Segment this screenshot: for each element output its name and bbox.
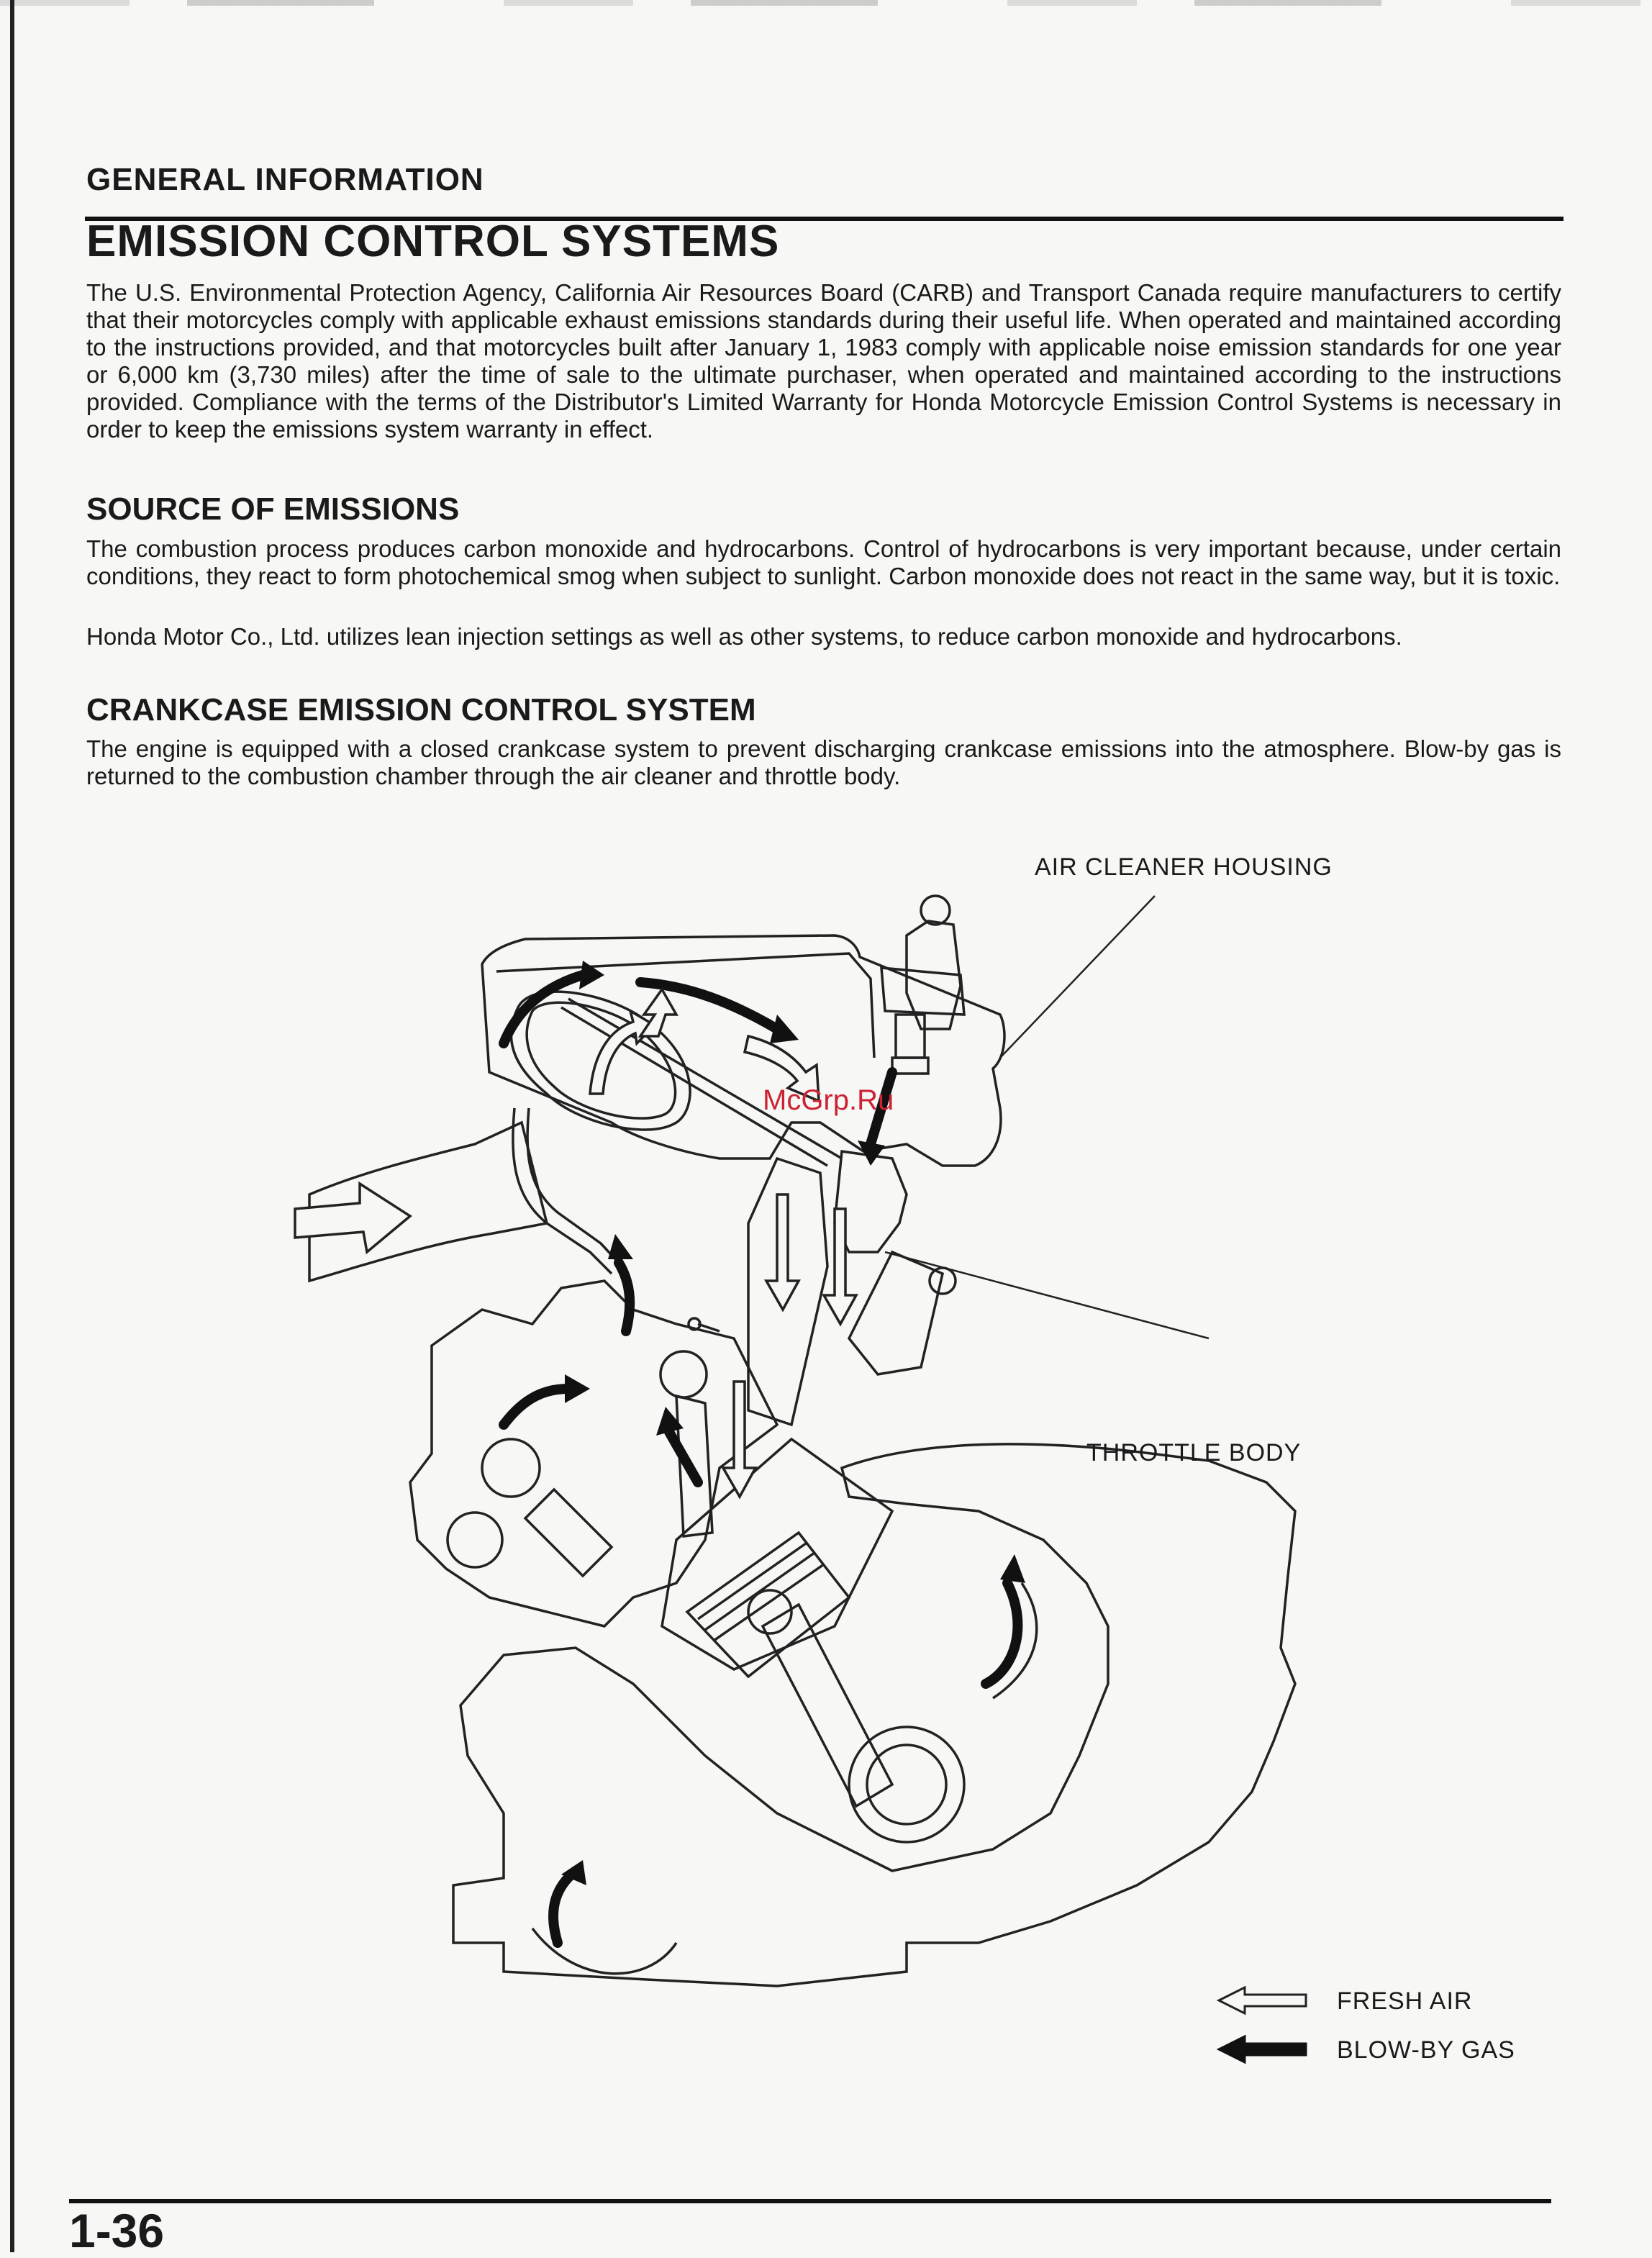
fresh-air-arrow [766,1194,799,1310]
engine-diagram [273,820,1583,2159]
scan-edge [0,0,1652,6]
label-throttle-body: THROTTLE BODY [1086,1439,1302,1466]
fresh-air-arrow [590,1011,655,1094]
fresh-air-arrow [640,989,676,1036]
source-paragraph: The combustion process produces carbon monoxide and hydrocarbons. Control of hydrocarbons is very important because, under certain conditions, they react to form photochemical smog when subject to sunlight. Carbon monoxide does not react in the same way, but it is toxic. [86,535,1561,589]
section-heading: GENERAL INFORMATION [86,162,484,197]
binding-rule [10,0,14,2252]
blowby-arrow [504,1389,568,1425]
blowby-arrow [553,1871,576,1943]
legend-fresh-air: FRESH AIR [1337,1987,1473,2015]
crankcase [453,1444,1295,1986]
cylinder-head [410,1281,777,1626]
leader-air-cleaner [1000,896,1155,1058]
fresh-air-arrow [723,1382,755,1497]
blowby-arrow [504,975,583,1043]
crankcase-paragraph: The engine is equipped with a closed crankcase system to prevent discharging crankcase emissions into the atmosphere. Blow-by gas is returned to the combustion chamber through the air cleaner and throttle body. [86,735,1561,789]
source-heading: SOURCE OF EMISSIONS [86,491,460,527]
crankcase-heading: CRANKCASE EMISSION CONTROL SYSTEM [86,692,756,727]
blowby-arrow [669,1432,698,1482]
fresh-air-legend-icon [1216,1986,1310,2015]
source-paragraph-2: Honda Motor Co., Ltd. utilizes lean injection settings as well as other systems, to reduce carbon monoxide and hydrocarbons. [86,623,1402,650]
leader-throttle-body [885,1252,1209,1338]
intake-snorkel [309,1123,547,1281]
connecting-rod [763,1605,892,1806]
footer-rule [69,2199,1551,2203]
air-cleaner-housing [482,935,1004,1166]
page-title: EMISSION CONTROL SYSTEMS [86,217,780,266]
watermark: McGrp.Ru [763,1084,894,1116]
page-number: 1-36 [69,2204,165,2257]
legend-blow-by-gas: BLOW-BY GAS [1337,2036,1515,2064]
blow-by-legend-icon [1216,2035,1310,2064]
intro-paragraph: The U.S. Environmental Protection Agency, California Air Resources Board (CARB) and Transport Canada require manufacturers to certify that their motorcycles comply with applicable exhaust emissions standards during their useful life. When operated and maintained according to the instructions provided, and that motorcycles built after January 1, 1983 comply with applicable noise emission standards for one year or 6,000 km (3,730 miles) after the time of sale to the ultimate purchaser, when operated and maintained according to the instructions provided. Compliance with the terms of the Distributor's Limited Warranty for Honda Motorcycle Emission Control Systems is necessary in order to keep the emissions system warranty in effect. [86,279,1561,443]
blowby-arrow [986,1583,1017,1684]
label-air-cleaner-housing: AIR CLEANER HOUSING [1035,853,1333,881]
